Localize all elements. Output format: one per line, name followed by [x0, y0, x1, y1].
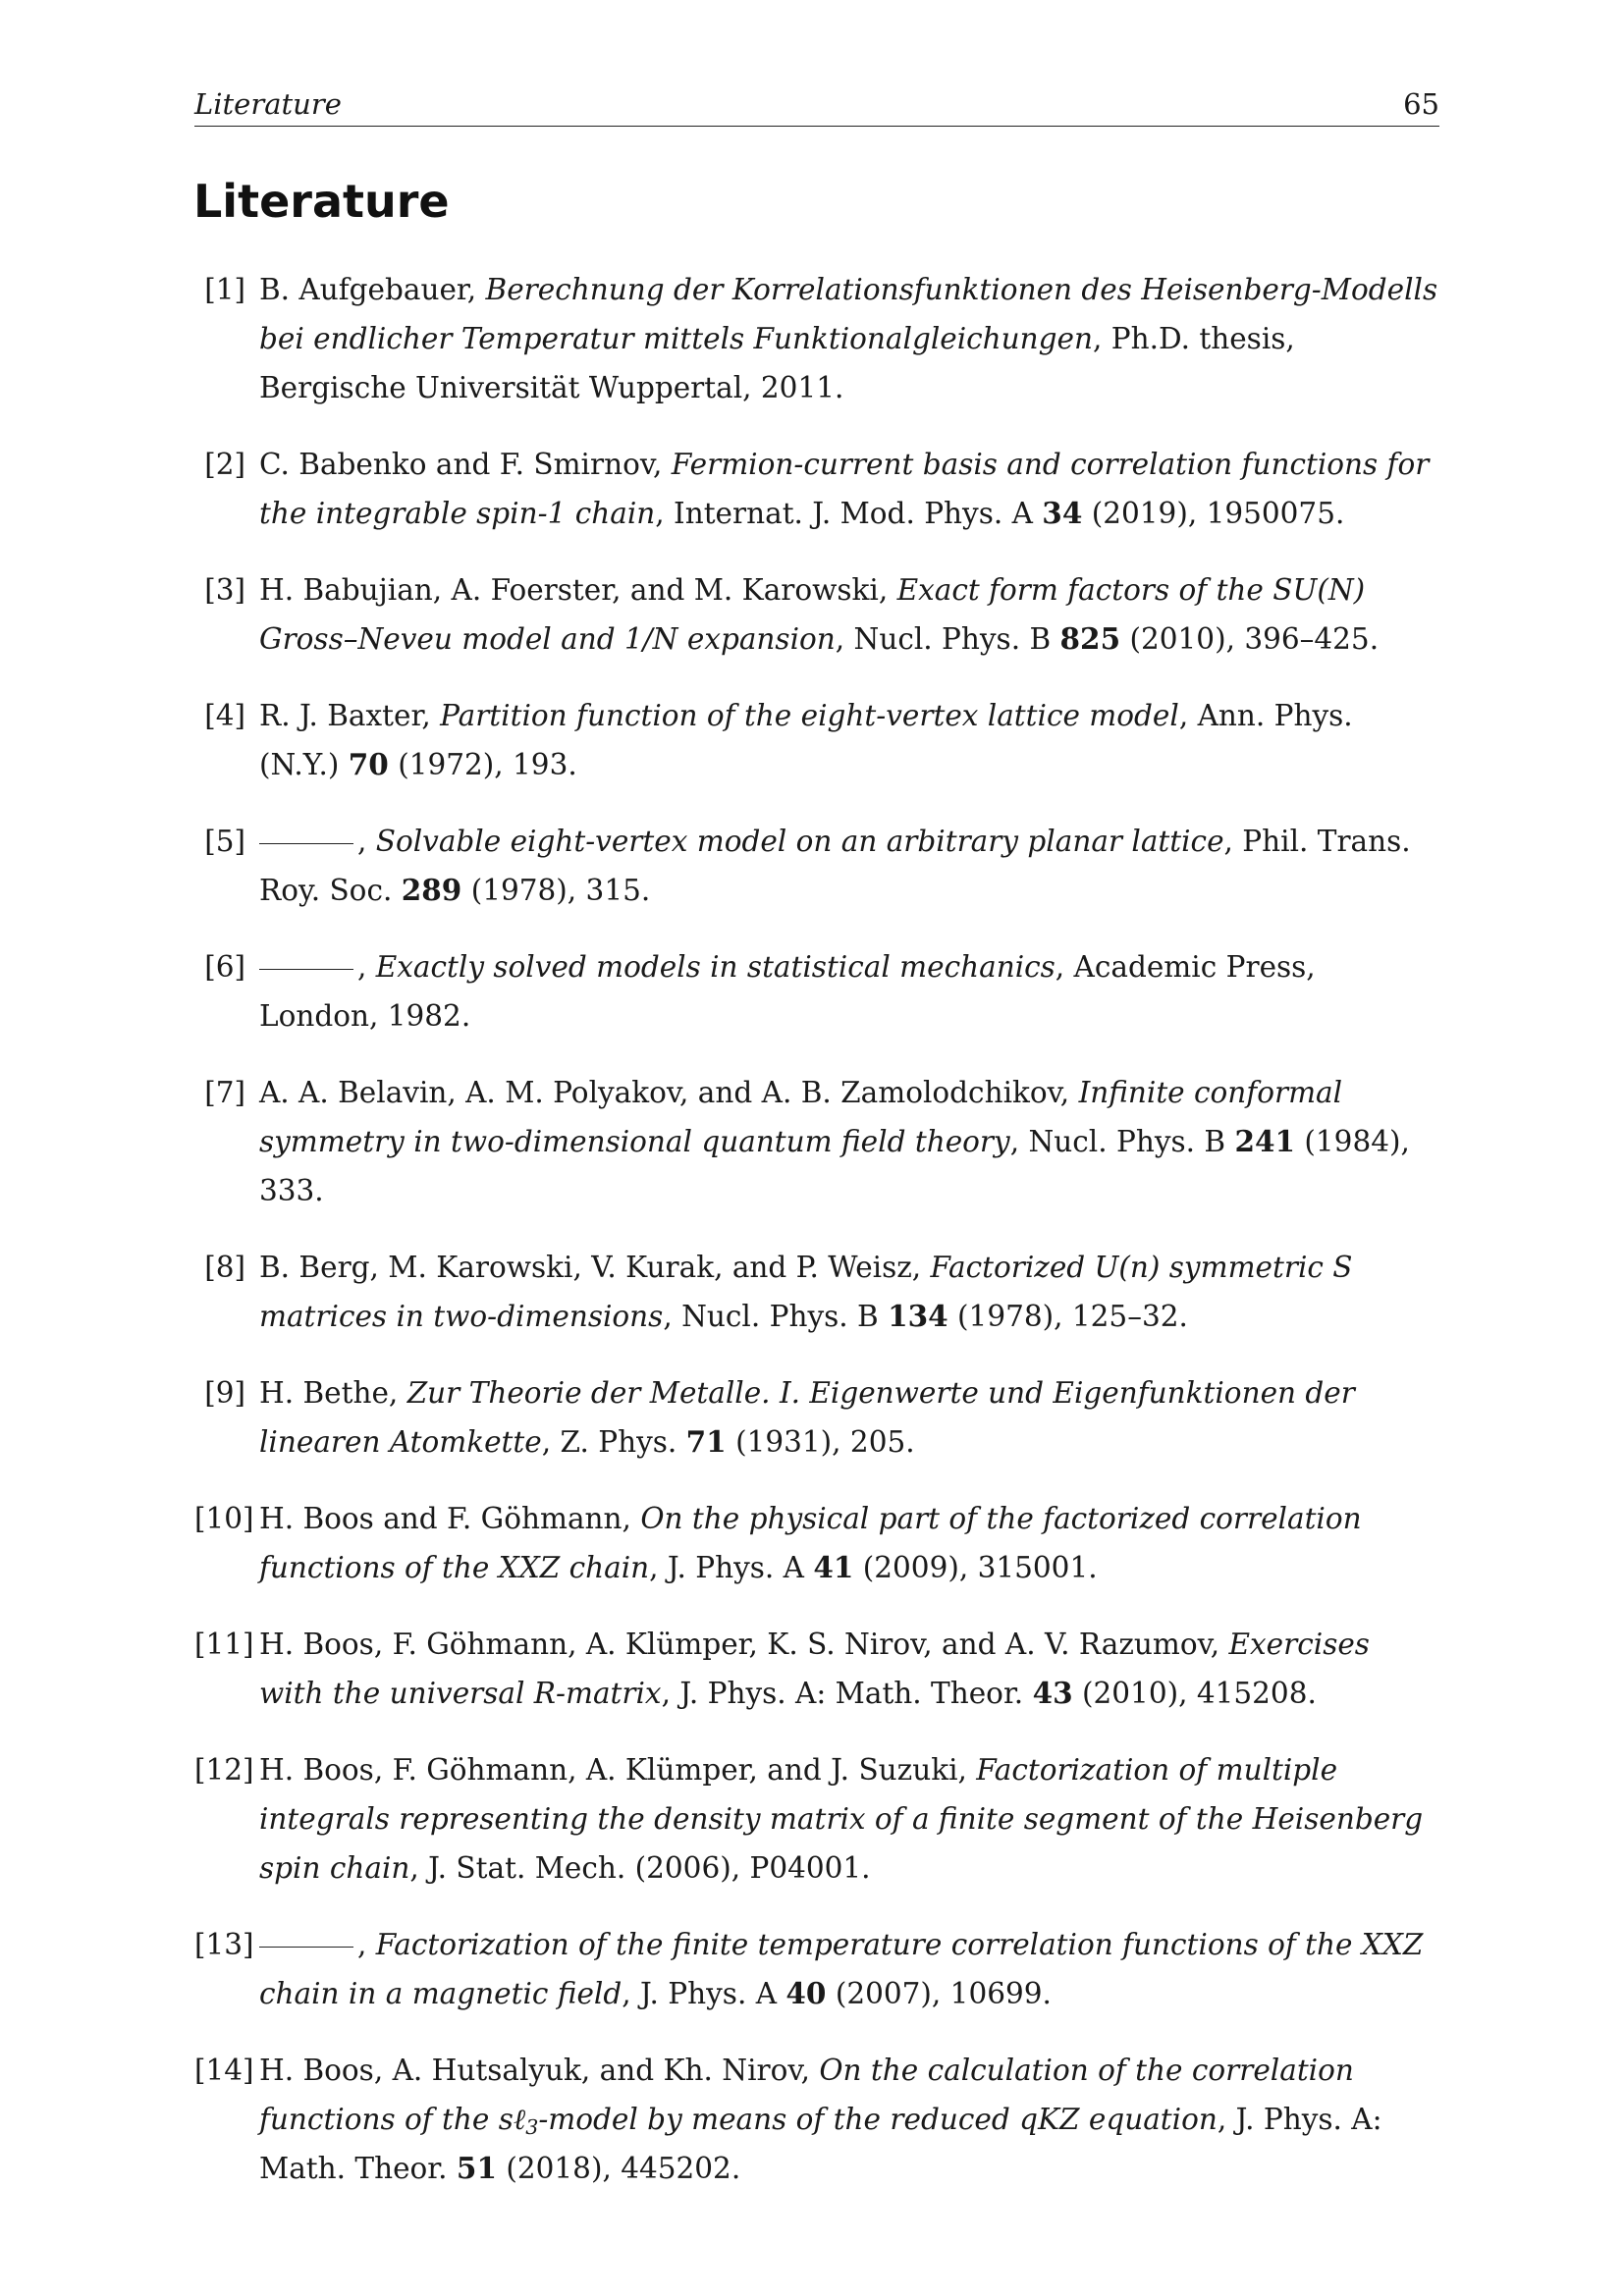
ref-volume: 825	[1059, 621, 1121, 656]
ref-number: [9]	[204, 1376, 245, 1410]
ref-authors: B. Aufgebauer,	[259, 273, 486, 306]
same-author-dash	[259, 1947, 353, 1948]
reference-item	[194, 1745, 1439, 1893]
ref-year-pages: (2007), 10699.	[826, 1977, 1052, 2010]
ref-venue: , Z. Phys.	[541, 1425, 686, 1459]
ref-number: [10]	[194, 1502, 254, 1535]
reference-item: [5] , Solvable eight-vertex model on an arbitrary planar lattice, Phil. Trans. Roy. Soc. 289 (1978), 315.	[194, 817, 1439, 915]
reference-item	[194, 1368, 1439, 1467]
ref-title: Exactly solved models in statistical mechanics	[375, 950, 1056, 984]
ref-volume: 51	[456, 2151, 497, 2185]
ref-title: Berechnung der Korrelationsfunktionen des Heisenberg-Modells bei endlicher Temperatur mittels Funktionalgleichungen	[259, 273, 1438, 355]
ref-number: [6]	[204, 950, 245, 984]
ref-volume: 134	[888, 1299, 948, 1333]
reference-item	[194, 1620, 1439, 1718]
reference-item	[194, 2046, 1439, 2193]
ref-title: Factorization of multiple integrals representing the density matrix of a finite segment of the Heisenberg spin chain	[259, 1753, 1424, 1885]
ref-volume: 43	[1032, 1676, 1073, 1710]
ref-authors: H. Boos, F. Göhmann, A. Klümper, and J. Suzuki,	[259, 1753, 977, 1787]
ref-number: [5]	[204, 825, 245, 858]
ref-venue: , J. Stat. Mech. (2006), P04001.	[409, 1851, 871, 1885]
ref-year-pages: (1978), 125–32.	[947, 1300, 1188, 1333]
ref-volume: 70	[348, 747, 389, 781]
ref-year-pages: (1931), 205.	[726, 1425, 915, 1459]
ref-number: [3]	[204, 573, 245, 607]
ref-year-pages: (2019), 1950075.	[1082, 497, 1345, 530]
ref-number: [14]	[194, 2054, 254, 2087]
ref-year-pages: (2010), 415208.	[1072, 1677, 1317, 1710]
reference-item	[194, 1494, 1439, 1592]
ref-title: On the physical part of the factorized correlation functions of the XXZ chain	[259, 1502, 1362, 1584]
ref-year-pages: (2010), 396–425.	[1120, 622, 1380, 656]
ref-venue: , Nucl. Phys. B	[1009, 1125, 1235, 1158]
ref-authors: H. Boos and F. Göhmann,	[259, 1502, 641, 1535]
ref-authors: B. Berg, M. Karowski, V. Kurak, and P. Weisz,	[259, 1251, 931, 1284]
ref-venue: , J. Phys. A: Math. Theor.	[661, 1677, 1033, 1710]
reference-item	[194, 1068, 1439, 1215]
reference-item	[194, 565, 1439, 664]
ref-title: On the calculation of the correlation functions of the sℓ$_3$-model by means of the reduced qKZ equation	[259, 2054, 1354, 2140]
ref-venue: , J. Phys. A	[622, 1977, 786, 2010]
page-number: 65	[1403, 87, 1439, 121]
ref-year-pages: (2018), 445202.	[496, 2152, 741, 2185]
ref-title: Factorization of the finite temperature correlation functions of the XXZ chain in a magnetic field	[259, 1928, 1424, 2010]
ref-year-pages: (1978), 315.	[461, 874, 651, 907]
ref-number: [1]	[204, 273, 245, 306]
reference-item	[194, 1243, 1439, 1341]
ref-authors: H. Boos, A. Hutsalyuk, and Kh. Nirov,	[259, 2054, 820, 2087]
ref-title: Fermion-current basis and correlation functions for the integrable spin-1 chain	[259, 448, 1430, 530]
running-header	[194, 82, 1439, 127]
ref-volume: 34	[1042, 496, 1083, 530]
page-title: Literature	[193, 175, 450, 228]
ref-volume: 41	[813, 1550, 854, 1584]
ref-venue: , Internat. J. Mod. Phys. A	[655, 497, 1043, 530]
reference-item: [13] , Factorization of the finite temperature correlation functions of the XXZ chain in a magnetic field, J. Phys. A 40 (2007), 10699.	[194, 1920, 1439, 2018]
ref-venue: , Ph.D. thesis, Bergische Universität Wuppertal, 2011.	[259, 322, 1295, 404]
ref-venue: , Ann. Phys. (N.Y.)	[259, 699, 1353, 781]
ref-number: [12]	[194, 1753, 254, 1787]
ref-authors: H. Boos, F. Göhmann, A. Klümper, K. S. Nirov, and A. V. Razumov,	[259, 1628, 1229, 1661]
ref-number: [2]	[204, 448, 245, 481]
reference-item	[194, 440, 1439, 538]
ref-number: [13]	[194, 1928, 254, 1961]
ref-year-pages: (1972), 193.	[388, 748, 577, 781]
ref-title: Factorized U(n) symmetric S matrices in two-dimensions	[259, 1251, 1353, 1333]
ref-volume: 71	[685, 1424, 727, 1459]
ref-authors: H. Babujian, A. Foerster, and M. Karowski,	[259, 573, 897, 607]
ref-volume: 289	[401, 873, 462, 907]
ref-title: Solvable eight-vertex model on an arbitrary planar lattice	[375, 825, 1224, 858]
ref-number: [4]	[204, 699, 245, 732]
ref-venue: , J. Phys. A: Math. Theor.	[259, 2103, 1382, 2185]
ref-volume: 241	[1234, 1124, 1296, 1158]
reference-list	[194, 265, 1439, 2220]
running-title: Literature	[194, 87, 342, 121]
ref-number: [8]	[204, 1251, 245, 1284]
ref-title: Infinite conformal symmetry in two-dimensional quantum field theory	[259, 1076, 1343, 1158]
ref-title: Partition function of the eight-vertex lattice model	[440, 699, 1179, 732]
ref-title: Zur Theorie der Metalle. I. Eigenwerte und Eigenfunktionen der linearen Atomkette	[259, 1376, 1355, 1459]
ref-authors: H. Bethe,	[259, 1376, 407, 1410]
ref-authors: A. A. Belavin, A. M. Polyakov, and A. B. Zamolodchikov,	[259, 1076, 1079, 1109]
reference-item	[194, 691, 1439, 789]
ref-number: [7]	[204, 1076, 245, 1109]
ref-volume: 40	[785, 1976, 827, 2010]
ref-venue: , J. Phys. A	[649, 1551, 814, 1584]
ref-authors: R. J. Baxter,	[259, 699, 441, 732]
ref-year-pages: (2009), 315001.	[853, 1551, 1098, 1584]
same-author-dash	[259, 969, 353, 970]
reference-item: [6] , Exactly solved models in statistical mechanics, Academic Press, London, 1982.	[194, 942, 1439, 1041]
ref-venue: , Academic Press, London, 1982.	[259, 950, 1316, 1033]
ref-title: Exercises with the universal R-matrix	[259, 1628, 1370, 1710]
reference-item	[194, 265, 1439, 412]
ref-title: Exact form factors of the SU(N) Gross–Neveu model and 1/N expansion	[259, 573, 1366, 656]
ref-authors: C. Babenko and F. Smirnov,	[259, 448, 672, 481]
same-author-dash	[259, 843, 353, 844]
ref-number: [11]	[194, 1628, 254, 1661]
ref-venue: , Nucl. Phys. B	[663, 1300, 889, 1333]
ref-year-pages: (1984), 333.	[259, 1125, 1410, 1207]
ref-venue: , Phil. Trans. Roy. Soc.	[259, 825, 1411, 907]
ref-venue: , Nucl. Phys. B	[835, 622, 1060, 656]
